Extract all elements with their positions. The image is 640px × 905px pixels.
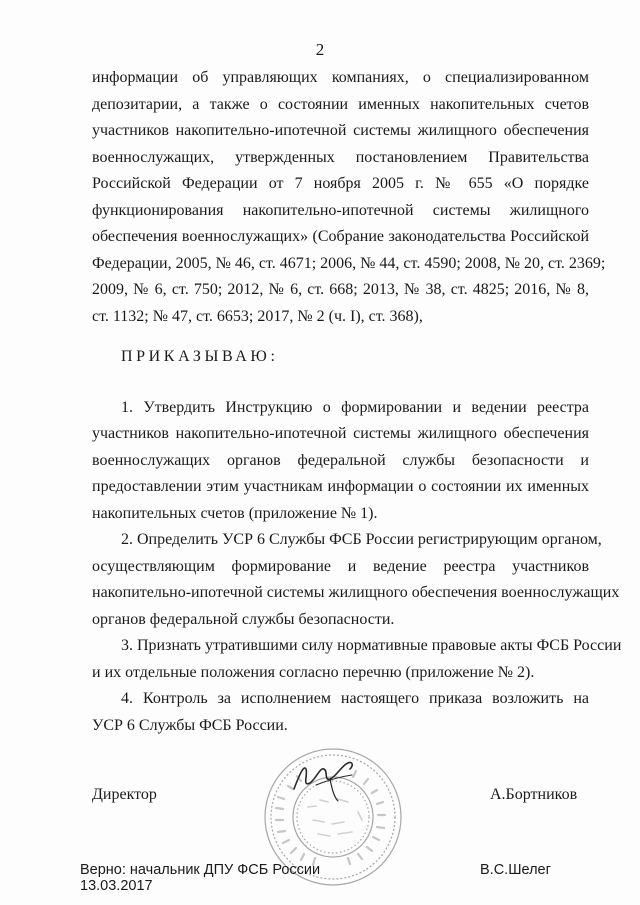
item-1-line: накопительных счетов (приложение № 1). [92, 505, 378, 522]
page-number: 2 [315, 40, 325, 59]
item-1-line: предоставлении этим участникам информации о состоянии их именных [92, 478, 589, 495]
paragraph-line: участников накопительно-ипотечной системы жилищного обеспечения [92, 122, 589, 139]
certification-date: 13.03.2017 [80, 878, 153, 894]
signatory-title: Директор [92, 786, 157, 803]
paragraph-line: военнослужащих, утвержденных постановлением Правительства [92, 149, 589, 166]
paragraph-line: ст. 1132; № 47, ст. 6653; 2017, № 2 (ч. I), ст. 368), [92, 308, 423, 325]
item-2-line: осуществляющим формирование и ведение реестра участников [92, 558, 589, 575]
paragraph-line: обеспечения военнослужащих» (Собрание законодательства Российской [92, 228, 589, 245]
certification-block [80, 862, 320, 894]
item-1-line: 1. Утвердить Инструкцию о формировании и ведении реестра [121, 399, 589, 416]
paragraph-line: Российской Федерации от 7 ноября 2005 г. № 655 «О порядке [92, 175, 589, 192]
paragraph-line: Федерации, 2005, № 46, ст. 4671; 2006, № 44, ст. 4590; 2008, № 20, ст. 2369; [92, 255, 606, 272]
item-3-line: 3. Признать утратившими силу нормативные правовые акты ФСБ России [121, 637, 622, 654]
paragraph-line: функционирования накопительно-ипотечной системы жилищного [92, 202, 589, 219]
item-4-line: УСР 6 Службы ФСБ России. [92, 717, 288, 734]
item-1-line: участников накопительно-ипотечной системы жилищного обеспечения [92, 425, 589, 442]
item-2-line: накопительно-ипотечной системы жилищного обеспечения военнослужащих [92, 584, 620, 601]
paragraph-line: информации об управляющих компаниях, о специализированном [92, 69, 589, 86]
paragraph-line: 2009, № 6, ст. 750; 2012, № 6, ст. 668; 2013, № 38, ст. 4825; 2016, № 8, [92, 281, 589, 298]
order-heading: ПРИКАЗЫВАЮ: [121, 348, 279, 365]
certification-line: Верно: начальник ДПУ ФСБ России [80, 862, 321, 878]
handwritten-signature-icon [286, 755, 361, 805]
signatory-name: А.Бортников [490, 786, 578, 803]
paragraph-line: депозитарии, а также о состоянии именных накопительных счетов [92, 96, 589, 113]
item-2-line: органов федеральной службы безопасности. [92, 611, 395, 628]
item-2-line: 2. Определить УСР 6 Службы ФСБ России регистрирующим органом, [121, 531, 602, 548]
item-3-line: и их отдельные положения согласно перечню (приложение № 2). [92, 664, 535, 681]
item-1-line: военнослужащих органов федеральной службы безопасности и [92, 452, 589, 469]
item-4-line: 4. Контроль за исполнением настоящего приказа возложить на [121, 690, 589, 707]
certifier-name: В.С.Шелег [480, 862, 551, 878]
